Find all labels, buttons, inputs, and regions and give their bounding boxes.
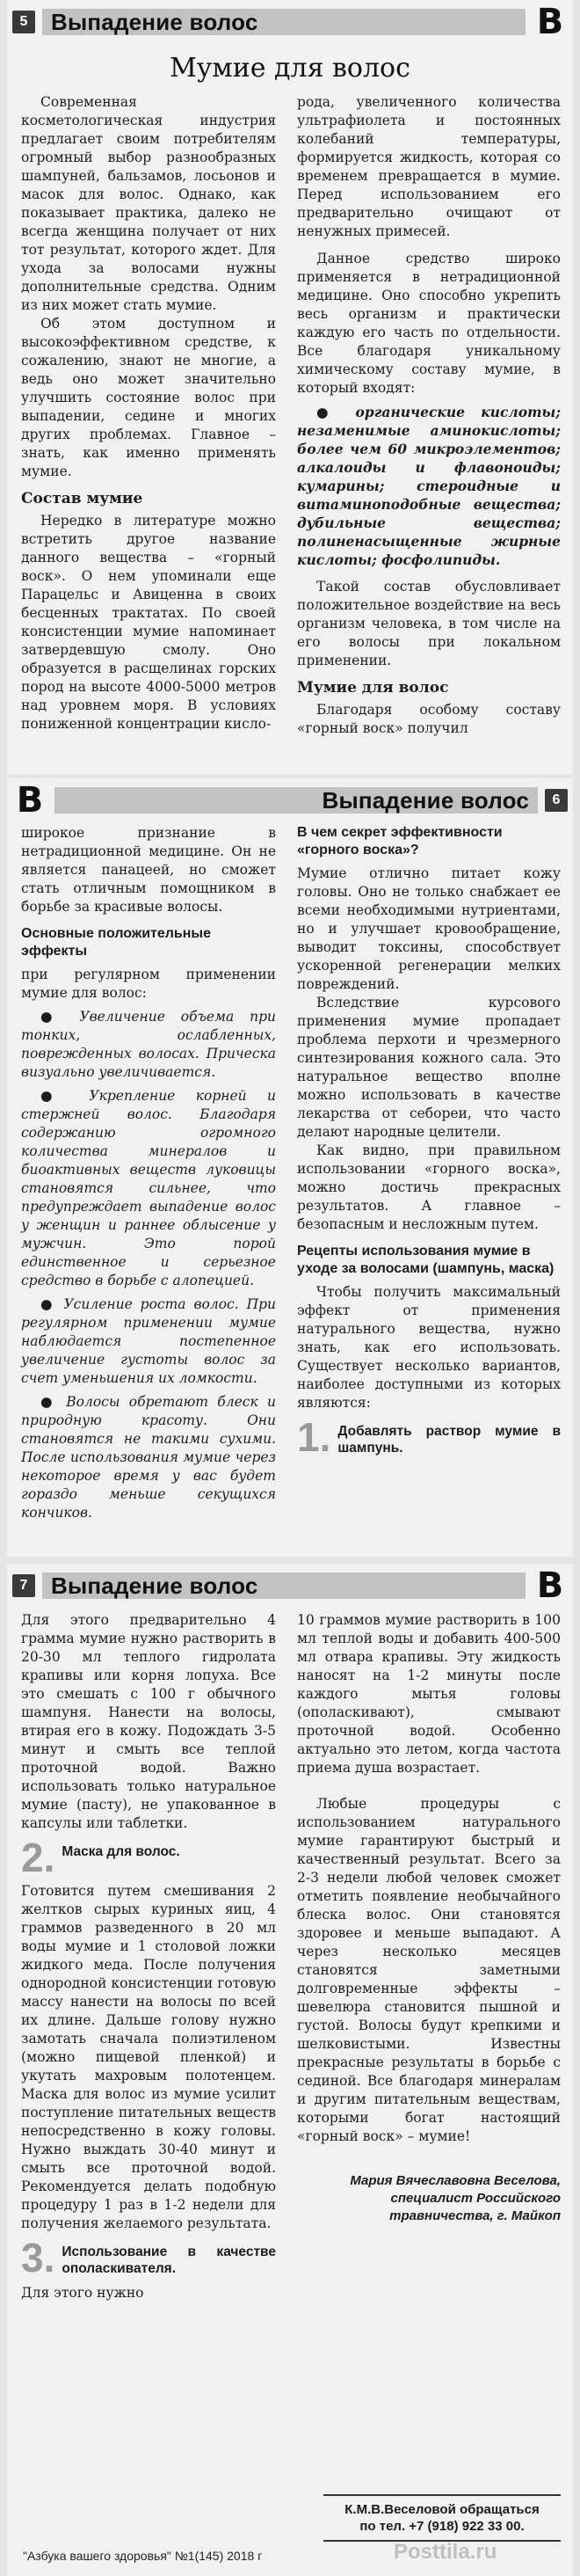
section-title: Выпадение волос	[54, 787, 538, 814]
paragraph: рода, увеличенного количества ультрафиолета и постоянных колебаний температуры, формируется жидкость, которая со временем превращается в мумие. Перед использованием его предварительно очищают от ненужных примесей.	[297, 94, 561, 239]
paragraph: Для этого нужно	[21, 2285, 144, 2301]
effect-item: ● Укрепление корней и стержней волос. Благодаря содержанию огромного количества минералов и биоактивных веществ луковицы становятся сильнее, что предупреждает выпадение волос у женщин и раннее облысение у мужчин. Это порой единственное и серьезное средство в борьбе с алопецией.	[21, 1087, 276, 1290]
composition-list: ● органические кислоты; незаменимые аминокислоты; более чем 60 микроэлементов; алкалоиды и флавоноиды; кумарины; стероидные и витаминоподобные вещества; дубильные вещества; полиненасыщенные жирные кислоты; фосфолипиды.	[297, 403, 561, 569]
paragraph: Нередко в литературе можно встретить другое название данного вещества – «горный воск». О нем упоминали еще Парацельс и Авиценна в своих бесценных трактатах. По своей консистенции мумие напоминает затвердевшую смолу. Оно образуется в расщелинах горских пород на высоте 4000-5000 метров над уровнем моря. В условиях пониженной концентрации кисло-	[21, 513, 276, 732]
section-letter: B	[16, 780, 44, 821]
subheading: Основные положительные эффекты	[21, 926, 211, 959]
page-header	[12, 782, 568, 819]
column-left	[21, 93, 276, 733]
paragraph: Для этого предварительно 4 грамма мумие нужно растворить в 20-30 мл теплого гидролата крапивы или корня лопуха. Все это смешать с 100 г обычного шампуня. Нанести на волосы, втирая его в кожу. Подождать 3-5 минут и смыть все теплой проточной водой. Важно использовать только натуральное мумие (пасту), не упакованное в капсулы или таблетки.	[21, 1612, 276, 1831]
page-6	[7, 778, 573, 1557]
column-right	[297, 1611, 561, 2225]
contact-box	[323, 2494, 561, 2542]
recipe-step-3	[21, 2235, 276, 2280]
subheading: Мумие для волос	[297, 679, 449, 697]
footer-credit: "Азбука вашего здоровья" №1(145) 2018 г	[23, 2549, 263, 2563]
page-header	[12, 4, 568, 40]
page-number: 7	[12, 1574, 35, 1597]
paragraph: Как видно, при правильном использовании «горного воска», можно достичь прекрасных результатов. А главное – безопасным и несложным путем.	[297, 1142, 561, 1232]
paragraph: Любые процедуры с использованием натурального мумие гарантируют быстрый и качественный результат. Всего за 2-3 недели любой человек сможет отметить появление необычайного блеска волос. Они становятся здоровее и меньше выпадают. А через несколько месяцев становятся заметными долговременные эффекты – шевелюра становится пышной и густой. Волосы будут крепкими и шелковистыми. Известны прекрасные результаты в борьбе с сединой. Все благодаря минералам и другим питательным веществам, которыми богат настоящий «горный воск» – мумие!	[297, 1796, 561, 2144]
paragraph: широкое признание в нетрадиционной медицине. Он не является панацеей, но сможет стать отличным помощником в борьбе за красивые волосы.	[21, 825, 276, 915]
column-left	[21, 1611, 276, 2302]
recipe-step-2	[21, 1835, 276, 1880]
effect-item: ● Усиление роста волос. При регулярном применении мумие наблюдается постепенное увеличение густоты волос за счет уменьшения их ломкости.	[21, 1295, 276, 1388]
step-number: 3.	[21, 2235, 55, 2280]
paragraph: при регулярном применении мумие для волос:	[21, 967, 276, 1001]
page-7	[7, 1564, 573, 2576]
paragraph: Такой состав обусловливает положительное воздействие на весь организм человека, в том числе на его волосы при локальном применении.	[297, 579, 561, 668]
paragraph: Данное средство широко применяется в нетрадиционной медицине. Оно способно укрепить весь организм и практически каждую его часть по отдельности. Все благодаря уникальному химическому составу мумие, в который входят:	[297, 251, 561, 396]
step-number: 2.	[21, 1835, 55, 1880]
page-5	[7, 0, 573, 774]
page-number: 6	[545, 789, 568, 812]
contact-name: К.М.В.Веселовой обращаться	[344, 2502, 540, 2517]
subheading: В чем секрет эффективности «горного воска»?	[297, 825, 503, 857]
section-title: Выпадение волос	[42, 1573, 526, 1599]
subheading: Состав мумие	[21, 490, 143, 507]
paragraph: Вследствие курсового применения мумие пропадает проблема перхоти и чрезмерного синтезирования кожного сала. Это натуральное вещество вполне можно использовать в качестве лекарства от себореи, что часто делают народные целители.	[297, 995, 561, 1140]
subheading: Рецепты использования мумие в уходе за волосами (шампунь, маска)	[297, 1244, 555, 1276]
paragraph: Благодаря особому составу «горный воск» получил	[297, 702, 561, 736]
step-text: Использование в качестве ополаскивателя.	[62, 2244, 276, 2276]
effect-item: ● Волосы обретают блеск и природную красоту. Они становятся не такими сухими. После использования мумие через некоторое время у вас будет гораздо меньше секущихся кончиков.	[21, 1393, 276, 1522]
column-right	[297, 93, 561, 738]
step-number: 1.	[297, 1414, 331, 1460]
contact-phone: по тел. +7 (918) 922 33 00.	[359, 2519, 525, 2534]
section-title: Выпадение волос	[42, 9, 526, 35]
author-signature: Мария Вячеславовна Веселова, специалист Российского травничества, г. Майкоп	[350, 2173, 561, 2223]
section-letter: B	[536, 1565, 564, 1606]
section-letter: B	[536, 2, 564, 42]
paragraph: Об этом доступном и высокоэффективном средстве, к сожалению, знают не многие, а ведь оно может значительно улучшить состояние волос при выпадении, седине и многих других проблемах. Главное – знать, как именно применять мумие.	[21, 316, 276, 479]
paragraph: Чтобы получить максимальный эффект от применения натурального вещества, нужно знать, как его использовать. Существует несколько вариантов, наиболее доступными из которых являются:	[297, 1284, 561, 1411]
watermark: Posttila.ru	[394, 2540, 497, 2564]
paragraph: Мумие отлично питает кожу головы. Оно не только снабжает ее всеми необходимыми нутриентами, но и улучшает кровообращение, выводит токсины, способствует ускоренной регенерации мелких повреждений.	[297, 865, 561, 992]
paragraph: Готовится путем смешивания 2 желтков сырых куриных яиц, 4 граммов разведенного в 20 мл воды мумие и 1 столовой ложки жидкого меда. После получения однородной консистенции готовую массу нанести на волосы по всей их длине. Дальше голову нужно замотать сначала полиэтиленом (можно пищевой пленкой) и укутать махровым полотенцем. Маска для волос из мумие усилит поступление питательных веществ непосредственно в кожу головы. Нужно выждать 30-40 минут и смыть все проточной водой. Рекомендуется делать подобную процедуру 1 раз в 1-2 недели для получения желаемого результата.	[21, 1883, 276, 2231]
paragraph: Современная косметологическая индустрия предлагает своим потребителям огромный выбор разнообразных шампуней, бальзамов, лосьонов и масок для волос. Однако, как показывает практика, далеко не всегда женщина получает от них тот результат, которого ждет. Для ухода за волосами нужны дополнительные средства. Одним из них может стать мумие.	[21, 94, 276, 313]
paragraph: 10 граммов мумие растворить в 100 мл теплой воды и добавить 400-500 мл отвара крапивы. Эту жидкость наносят на 1-2 минуты после каждого мытья головы (ополаскивают), смывают проточной водой. Особенно актуально это летом, когда частота приема душа возрастает.	[297, 1612, 561, 1776]
recipe-step-1	[297, 1414, 561, 1460]
page-number: 5	[12, 11, 35, 33]
column-right	[297, 824, 561, 1463]
step-text: Маска для волос.	[62, 1844, 180, 1859]
article-title: Мумие для волос	[170, 53, 410, 84]
step-text: Добавлять раствор мумие в шампунь.	[337, 1424, 561, 1456]
column-left	[21, 824, 276, 1522]
effect-item: ● Увеличение объема при тонких, ослабленных, поврежденных волосах. Прическа визуально увеличивается.	[21, 1008, 276, 1082]
page-header	[12, 1567, 568, 1604]
